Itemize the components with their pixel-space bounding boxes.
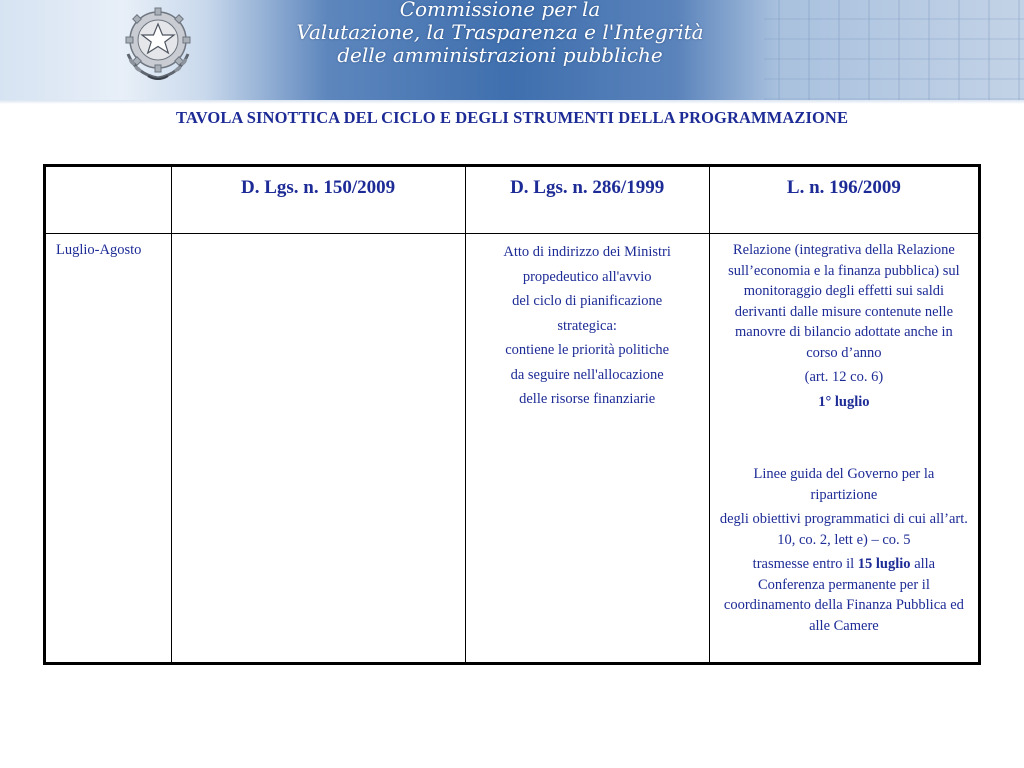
- atto-line-5: contiene le priorità politiche: [505, 342, 670, 358]
- header-cell-empty: [45, 166, 172, 234]
- atto-line-4: strategica:: [557, 317, 617, 334]
- spacer: [720, 416, 968, 464]
- commission-name-line-2: Valutazione, la Trasparenza e l'Integrità: [296, 20, 704, 44]
- dlgs-150-text: [172, 234, 465, 240]
- obiettivi-text: degli obiettivi programmatici di cui all’art. 10, co. 2, lett e) – co. 5: [719, 511, 968, 548]
- linee-guida-text: Linee guida del Governo per la ripartizione: [753, 466, 935, 503]
- atto-line-2: propedeutico all'avvio: [522, 268, 652, 285]
- relazione-deadline-date: 1° luglio: [818, 393, 870, 410]
- header-dlgs-150-2009: D. Lgs. n. 150/2009: [171, 166, 465, 234]
- l-196-text: [710, 234, 978, 636]
- dlgs-286-text: [466, 234, 709, 412]
- table-row: [45, 234, 980, 664]
- commission-name-line-1: Commissione per la: [399, 0, 601, 21]
- dlgs-150-cell: [171, 234, 465, 664]
- atto-line-6: da seguire nell'allocazione: [510, 366, 664, 383]
- atto-line-1: Atto di indirizzo dei Ministri: [503, 244, 671, 260]
- l-196-cell: [709, 234, 979, 664]
- page-title: TAVOLA SINOTTICA DEL CICLO E DEGLI STRUMENTI DELLA PROGRAMMAZIONE: [175, 108, 849, 127]
- synoptic-table: [43, 164, 981, 665]
- period-label: Luglio-Agosto: [56, 242, 142, 258]
- header-banner: [0, 0, 1024, 104]
- trasmesse-deadline: 15 luglio: [857, 556, 911, 572]
- relazione-deadline: [720, 392, 968, 413]
- banner-divider: [0, 100, 1024, 104]
- dlgs-286-cell: [465, 234, 709, 664]
- period-cell: [45, 234, 172, 664]
- trasmesse-prefix: trasmesse entro il: [752, 556, 855, 572]
- trasmesse-text: [720, 554, 968, 636]
- trasmesse-suffix: alla Conferenza permanente per il coordinamento della Finanza Pubblica ed alle Camere: [723, 556, 964, 634]
- relazione-reference: (art. 12 co. 6): [804, 369, 884, 385]
- table-header-row: [45, 166, 980, 234]
- header-dlgs-286-1999: D. Lgs. n. 286/1999: [465, 166, 709, 234]
- atto-line-3: del ciclo di pianificazione: [512, 293, 663, 309]
- italian-republic-emblem-icon: [118, 4, 202, 84]
- atto-line-7: delle risorse finanziarie: [519, 391, 656, 407]
- commission-name-line-3: delle amministrazioni pubbliche: [337, 43, 663, 67]
- palazzo-background-image: [764, 0, 1024, 104]
- header-l-196-2009: L. n. 196/2009: [709, 166, 979, 234]
- relazione-text: Relazione (integrativa della Relazione sull’economia e la finanza pubblica) sul monitoraggio degli effetti sui saldi derivanti dalle misure contenute nelle manovre di bilancio adottate anche in corso d’anno: [728, 242, 960, 361]
- commission-name: [290, 0, 710, 67]
